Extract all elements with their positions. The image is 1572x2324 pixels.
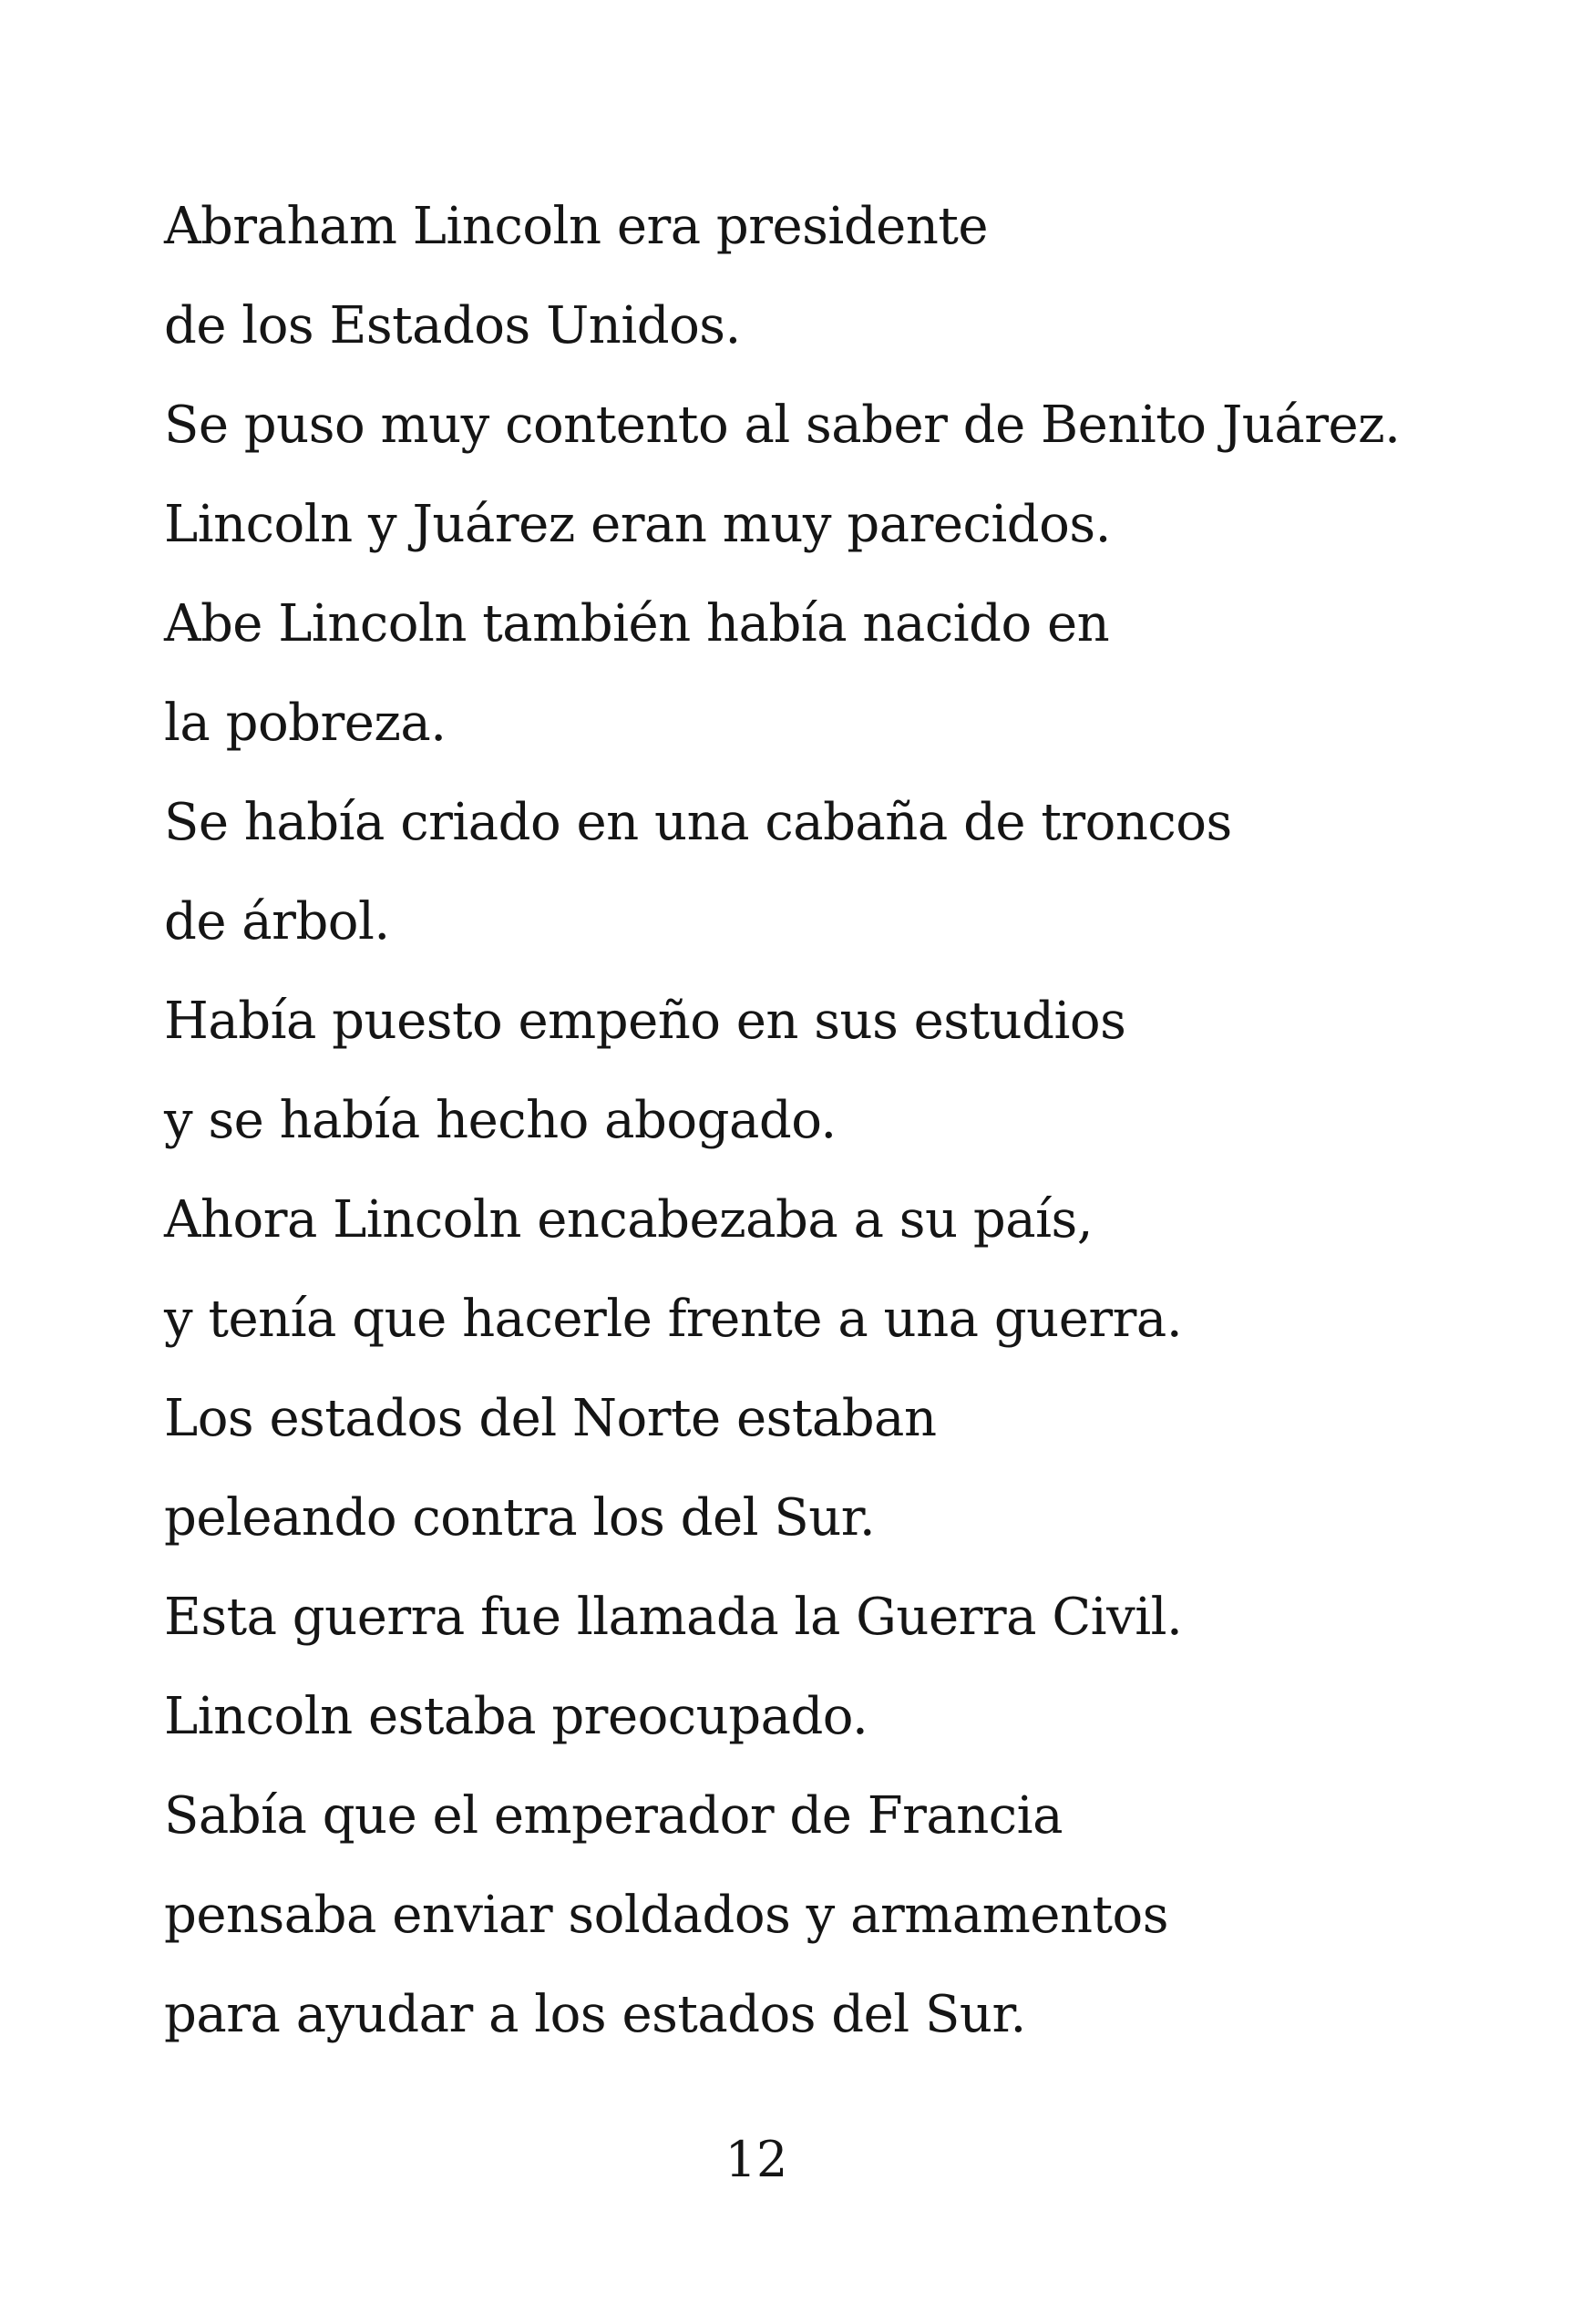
text-line: Se había criado en una cabaña de troncos [164,793,1232,852]
text-line: de árbol. [164,892,390,951]
text-line: Abraham Lincoln era presidente [164,197,989,256]
text-line: Lincoln y Juárez eran muy parecidos. [164,495,1111,554]
text-line: peleando contra los del Sur. [164,1488,876,1548]
text-line: pensaba enviar soldados y armamentos [164,1886,1168,1945]
text-line: Esta guerra fue llamada la Guerra Civil. [164,1588,1183,1647]
text-line: Abe Lincoln también había nacido en [164,594,1110,653]
text-line: Lincoln estaba preocupado. [164,1687,868,1746]
text-line: y se había hecho abogado. [164,1091,837,1150]
text-line: Sabía que el emperador de Francia [164,1786,1063,1846]
text-line: y tenía que hacerle frente a una guerra. [164,1290,1183,1349]
text-line: Había puesto empeño en sus estudios [164,992,1126,1051]
body-text [164,177,1549,2064]
text-line: Se puso muy contento al saber de Benito Juárez. [164,396,1401,455]
text-line: Ahora Lincoln encabezaba a su país, [164,1190,1094,1249]
page-number: 12 [724,2131,788,2188]
text-line: para ayudar a los estados del Sur. [164,1985,1026,2044]
text-line: Los estados del Norte estaban [164,1389,937,1448]
text-line: la pobreza. [164,694,447,753]
text-line: de los Estados Unidos. [164,296,741,355]
